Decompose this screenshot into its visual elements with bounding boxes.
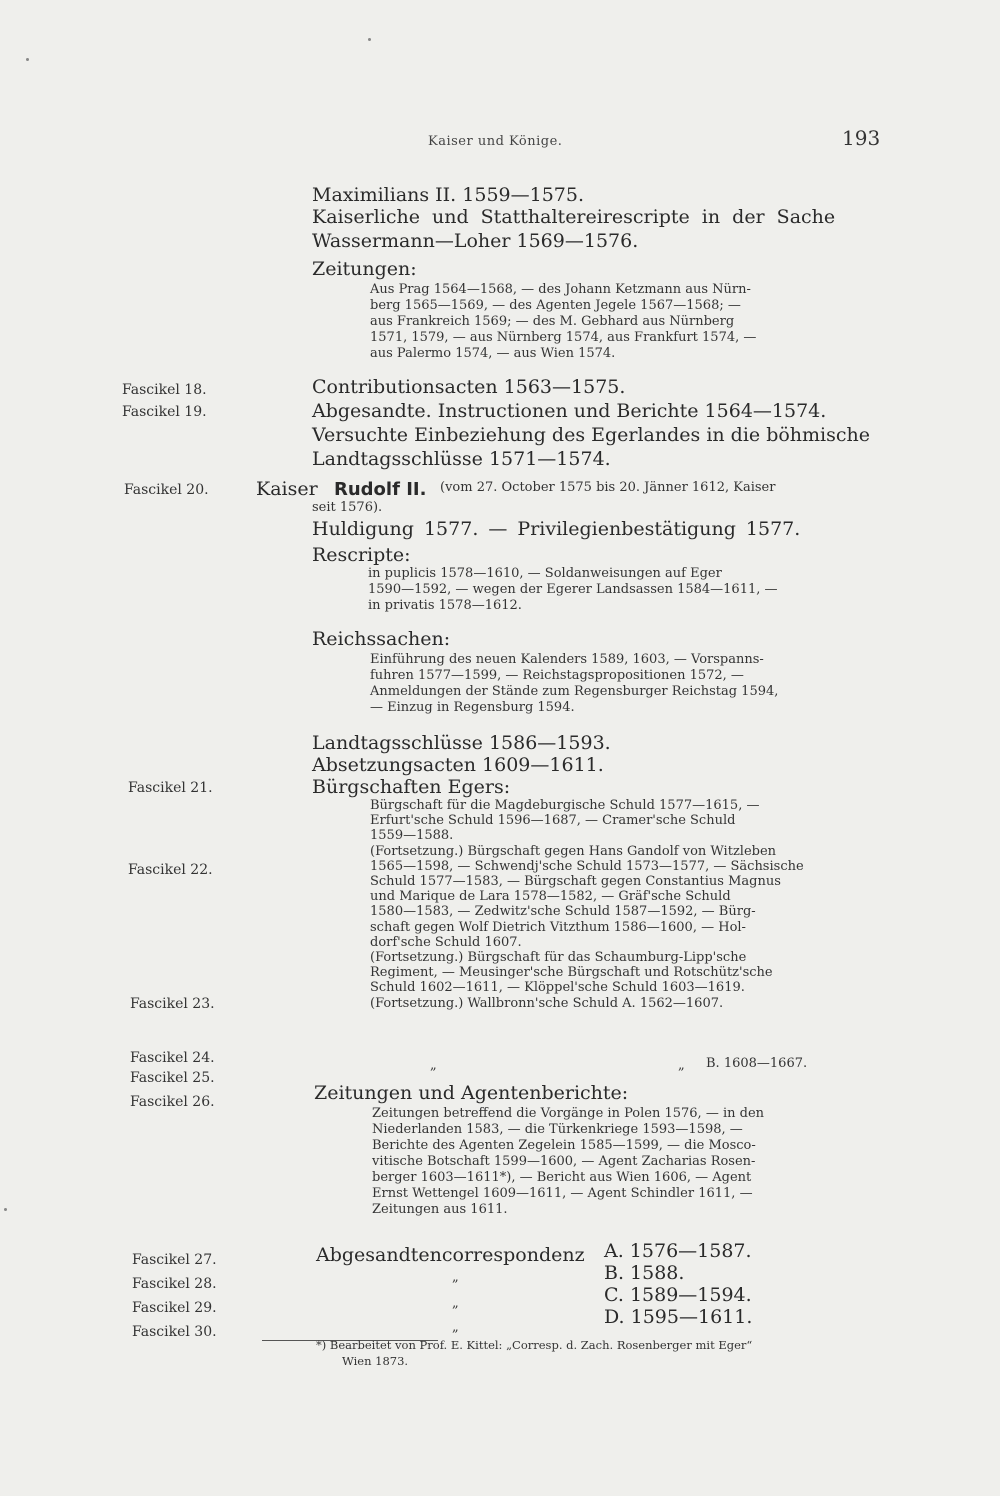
entry-contributionsacten: Contributionsacten 1563—1575.: [312, 376, 626, 398]
heading-reichssachen: Reichssachen:: [312, 628, 451, 650]
text-line: fuhren 1577—1599, — Reichstagspropositionen 1572, —: [370, 668, 744, 683]
rescripte-list: [368, 566, 888, 614]
entry-wassermann: Wassermann—Loher 1569—1576.: [312, 230, 639, 252]
fascikel-label: Fascikel 30.: [132, 1324, 217, 1340]
zeitungen-list: [370, 282, 890, 362]
text-line: 1590—1592, — wegen der Egerer Landsassen 1584—1611, —: [368, 582, 778, 597]
entry-huldigung: Huldigung 1577. — Privilegienbestätigung 1577.: [312, 518, 801, 540]
text-line: berg 1565—1569, — des Agenten Jegele 1567—1568; —: [370, 298, 741, 313]
series-a: A. 1576—1587.: [604, 1240, 752, 1262]
zeitungen2-list: [372, 1106, 892, 1218]
text-line: Schuld 1577—1583, — Bürgschaft gegen Constantius Magnus: [370, 874, 781, 890]
series-d: D. 1595—1611.: [604, 1306, 753, 1328]
ditto-mark: „: [452, 1296, 459, 1311]
fascikel-label: Fascikel 18.: [122, 382, 207, 398]
reign-note-cont: seit 1576).: [312, 500, 383, 515]
text-line: dorf'sche Schuld 1607.: [370, 934, 522, 950]
fascikel-label: Fascikel 19.: [122, 404, 207, 420]
kaiser-prefix: Kaiser: [256, 478, 318, 500]
text-line: vitische Botschaft 1599—1600, — Agent Zacharias Rosen-: [372, 1154, 756, 1169]
text-line: (Fortsetzung.) Wallbronn'sche Schuld A. 1562—1607.: [370, 995, 724, 1011]
wallbronn-b: B. 1608—1667.: [706, 1056, 808, 1071]
fascikel-label: Fascikel 20.: [124, 482, 209, 498]
fascikel-label: Fascikel 26.: [130, 1094, 215, 1110]
reichssachen-list: [370, 652, 890, 716]
text-line: Anmeldungen der Stände zum Regensburger Reichstag 1594,: [370, 684, 779, 699]
entry-abgesandtencorrespondenz: Abgesandtencorrespondenz: [316, 1244, 585, 1266]
ditto-mark: „: [452, 1320, 459, 1335]
fascikel-label: Fascikel 24.: [130, 1050, 215, 1066]
ditto-mark: „: [430, 1058, 437, 1073]
fascikel-label: Fascikel 25.: [130, 1070, 215, 1086]
fascikel-label: Fascikel 28.: [132, 1276, 217, 1292]
text-line: Schuld 1602—1611, — Klöppel'sche Schuld 1603—1619.: [370, 980, 745, 996]
text-line: (Fortsetzung.) Bürgschaft gegen Hans Gandolf von Witzleben: [370, 843, 777, 859]
emperor-name: Rudolf II.: [334, 479, 427, 500]
buergschaften-list: [370, 798, 890, 1011]
text-line: Aus Prag 1564—1568, — des Johann Ketzmann aus Nürn-: [370, 282, 751, 297]
footnote-line: *) Bearbeitet von Prof. E. Kittel: „Corresp. d. Zach. Rosenberger mit Eger“: [316, 1338, 753, 1352]
text-line: schaft gegen Wolf Dietrich Vitzthum 1586—1600, — Hol-: [370, 919, 746, 935]
entry-landtagsschluesse-2: Landtagsschlüsse 1586—1593.: [312, 732, 611, 754]
text-line: 1559—1588.: [370, 828, 454, 844]
text-line: (Fortsetzung.) Bürgschaft für das Schaumburg-Lipp'sche: [370, 950, 747, 966]
fascikel-label: Fascikel 22.: [128, 862, 213, 878]
text-line: 1580—1583, — Zedwitz'sche Schuld 1587—1592, — Bürg-: [370, 904, 756, 920]
text-line: 1571, 1579, — aus Nürnberg 1574, aus Frankfurt 1574, —: [370, 330, 757, 345]
footnote-line: Wien 1873.: [342, 1354, 409, 1368]
heading-rescripte: Rescripte:: [312, 544, 411, 566]
entry-abgesandte: Abgesandte. Instructionen und Berichte 1564—1574.: [312, 400, 827, 422]
text-line: 1565—1598, — Schwendj'sche Schuld 1573—1577, — Sächsische: [370, 858, 804, 874]
text-line: Niederlanden 1583, — die Türkenkriege 1593—1598, —: [372, 1122, 743, 1137]
text-line: Bürgschaft für die Magdeburgische Schuld 1577—1615, —: [370, 798, 760, 813]
heading-buergschaften: Bürgschaften Egers:: [312, 776, 511, 798]
text-line: Regiment, — Meusinger'sche Bürgschaft und Rotschütz'sche: [370, 965, 773, 981]
entry-egerland: Versuchte Einbeziehung des Egerlandes in die böhmische: [312, 424, 870, 446]
text-line: und Marique de Lara 1578—1582, — Gräf'sche Schuld: [370, 889, 731, 905]
entry-landtagsschluesse: Landtagsschlüsse 1571—1574.: [312, 448, 611, 470]
series-b: B. 1588.: [604, 1262, 685, 1284]
text-line: aus Palermo 1574, — aus Wien 1574.: [370, 346, 616, 361]
entry-absetzungsacten: Absetzungsacten 1609—1611.: [312, 754, 604, 776]
heading-zeitungen: Zeitungen:: [312, 258, 417, 280]
fascikel-label: Fascikel 23.: [130, 996, 215, 1012]
text-line: — Einzug in Regensburg 1594.: [370, 700, 575, 715]
text-line: aus Frankreich 1569; — des M. Gebhard aus Nürnberg: [370, 314, 735, 329]
text-line: berger 1603—1611*), — Bericht aus Wien 1606, — Agent: [372, 1170, 752, 1185]
fascikel-label: Fascikel 29.: [132, 1300, 217, 1316]
text-line: in puplicis 1578—1610, — Soldanweisungen auf Eger: [368, 566, 722, 581]
fascikel-label: Fascikel 27.: [132, 1252, 217, 1268]
reign-note: (vom 27. October 1575 bis 20. Jänner 1612, Kaiser: [440, 480, 776, 495]
series-c: C. 1589—1594.: [604, 1284, 752, 1306]
text-line: Zeitungen aus 1611.: [372, 1202, 508, 1217]
ditto-mark: „: [678, 1058, 685, 1073]
scan-speck: [4, 1208, 7, 1211]
entry-maximilian: Maximilians II. 1559—1575.: [312, 184, 585, 206]
entry-statthalterei: Kaiserliche und Statthaltereirescripte in der Sache: [312, 206, 836, 228]
scan-speck: [368, 38, 371, 41]
running-header: Kaiser und Könige.: [428, 134, 563, 149]
page-number: 193: [842, 126, 881, 150]
fascikel-label: Fascikel 21.: [128, 780, 213, 796]
ditto-mark: „: [452, 1270, 459, 1285]
text-line: Berichte des Agenten Zegelein 1585—1599, — die Mosco-: [372, 1138, 756, 1153]
heading-zeitungen-agentenberichte: Zeitungen und Agentenberichte:: [314, 1082, 629, 1104]
text-line: Einführung des neuen Kalenders 1589, 1603, — Vorspanns-: [370, 652, 764, 667]
text-line: in privatis 1578—1612.: [368, 598, 522, 613]
scan-speck: [26, 58, 29, 61]
text-line: Erfurt'sche Schuld 1596—1687, — Cramer'sche Schuld: [370, 813, 736, 829]
text-line: Zeitungen betreffend die Vorgänge in Polen 1576, — in den: [372, 1106, 765, 1121]
text-line: Ernst Wettengel 1609—1611, — Agent Schindler 1611, —: [372, 1186, 753, 1201]
